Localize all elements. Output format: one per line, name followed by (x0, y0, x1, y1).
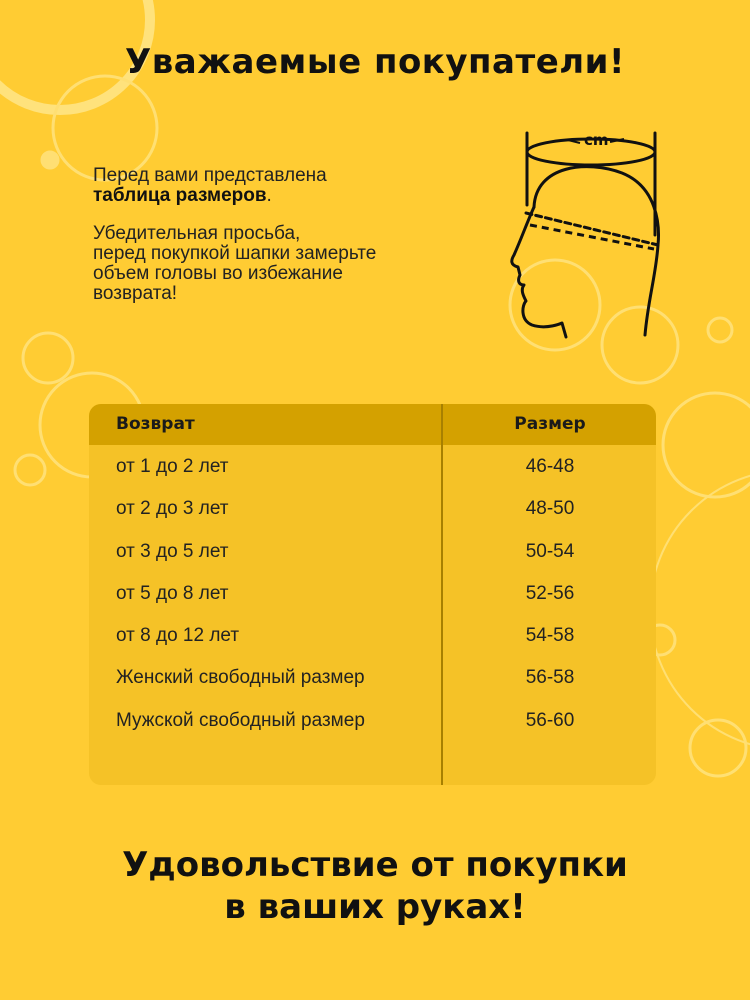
request-paragraph: Убедительная просьба, перед покупкой шапки замерьте объем головы во избежание возврата! (93, 223, 377, 304)
intro-size-table-label: таблица размеров (93, 185, 267, 206)
header-age: Возврат (116, 414, 195, 434)
table-row (89, 706, 656, 748)
row-size: 52-56 (525, 582, 575, 604)
size-table-body (89, 452, 656, 748)
table-row (89, 663, 656, 705)
row-age: от 2 до 3 лет (116, 498, 229, 520)
intro-paragraph (93, 166, 473, 206)
size-table (89, 404, 656, 785)
row-age: Женский свободный размер (116, 667, 365, 689)
table-row (89, 494, 656, 536)
row-age: Мужской свободный размер (116, 709, 365, 731)
row-size: 46-48 (525, 456, 575, 477)
footer-slogan (0, 844, 750, 928)
table-row (89, 537, 656, 579)
intro-line1: Перед вами представлена (93, 165, 327, 186)
intro-line2-tail: . (266, 185, 272, 206)
head-measure-icon (502, 125, 667, 340)
row-size: 56-58 (525, 667, 575, 689)
header-size: Размер (514, 414, 586, 434)
row-size: 54-58 (525, 625, 575, 647)
size-table-header (89, 404, 656, 445)
row-age: от 3 до 5 лет (116, 540, 229, 562)
table-row (89, 621, 656, 663)
table-row (89, 452, 656, 494)
footer-line2: в ваших руках! (224, 887, 526, 927)
row-size: 56-60 (525, 709, 575, 731)
row-size: 48-50 (525, 498, 575, 520)
row-age: от 1 до 2 лет (116, 456, 229, 477)
unit-label: cm (584, 131, 609, 149)
row-age: от 8 до 12 лет (116, 625, 240, 647)
table-row (89, 579, 656, 621)
footer-line1: Удовольствие от покупки (122, 845, 628, 885)
row-age: от 5 до 8 лет (116, 582, 229, 604)
intro-text (93, 166, 473, 322)
row-size: 50-54 (525, 540, 575, 562)
page-title: Уважаемые покупатели! (125, 42, 625, 82)
